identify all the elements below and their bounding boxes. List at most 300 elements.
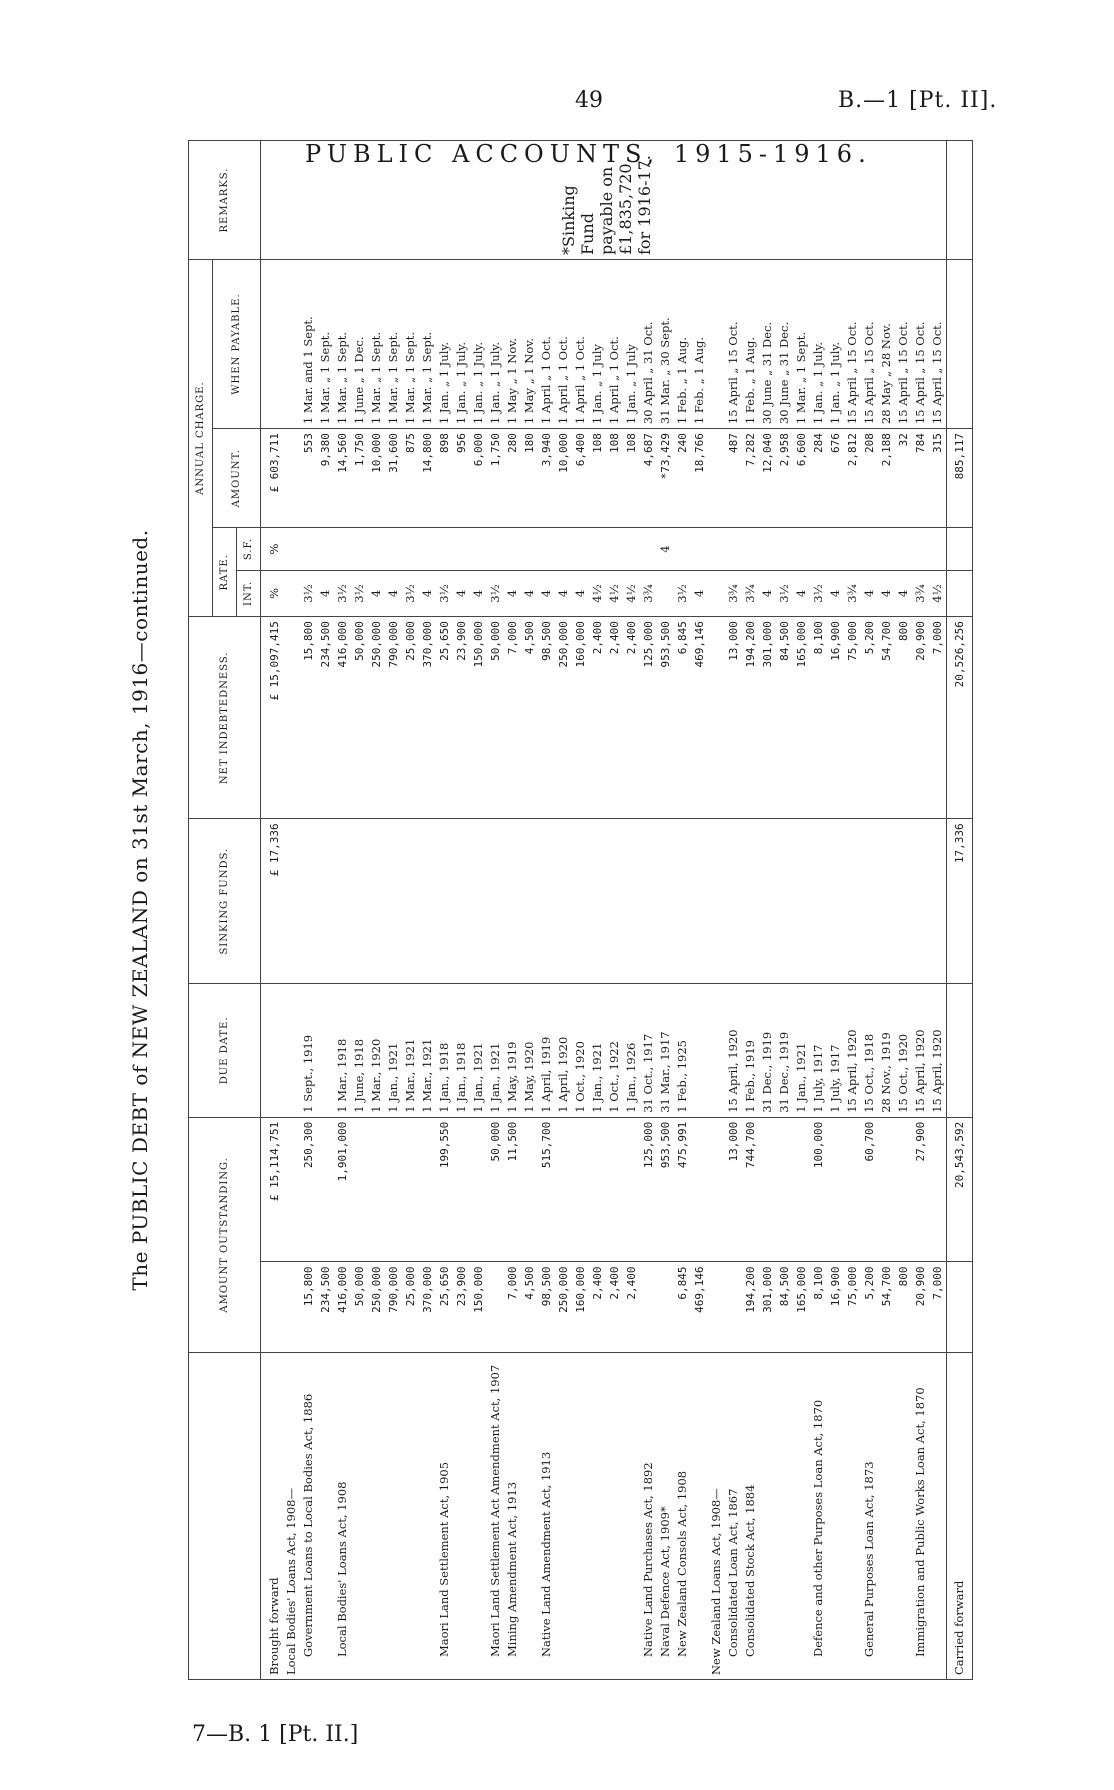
cell-total bbox=[589, 1117, 606, 1262]
cell-sub: 234,500 bbox=[317, 1262, 334, 1353]
table-row bbox=[844, 141, 861, 1680]
cell-int: % bbox=[261, 570, 284, 616]
col-net-indebtedness: NET INDEBTEDNESS. bbox=[189, 617, 261, 819]
table-row bbox=[827, 141, 844, 1680]
cell-sf bbox=[283, 528, 300, 570]
table-row bbox=[589, 141, 606, 1680]
table-row bbox=[657, 141, 674, 1680]
cell-sf bbox=[793, 528, 810, 570]
cell-int: 4 bbox=[861, 570, 878, 616]
cell-sinking bbox=[623, 819, 640, 984]
col-rate-sf: S.F. bbox=[237, 528, 261, 570]
cell-amount: 487 bbox=[725, 429, 742, 528]
cell-desc bbox=[606, 1353, 623, 1680]
cell-when: 15 April „ 15 Oct. bbox=[912, 260, 929, 429]
cell-sub: 800 bbox=[895, 1262, 912, 1353]
cell-int: 3½ bbox=[300, 570, 317, 616]
cell-amount: 12,040 bbox=[759, 429, 776, 528]
cell-when: 1 Feb. „ 1 Aug. bbox=[691, 260, 708, 429]
cell-due bbox=[691, 984, 708, 1118]
table-row bbox=[895, 141, 912, 1680]
cell-sinking bbox=[606, 819, 623, 984]
rotated-table-region bbox=[128, 140, 1048, 1680]
remarks-note: *Sinking Fund payable on £1,835,720 for 1916-17. bbox=[261, 141, 947, 260]
cell-sf bbox=[708, 528, 725, 570]
cell-sf bbox=[402, 528, 419, 570]
cell-int: 3½ bbox=[487, 570, 504, 616]
cell-net: 7,000 bbox=[504, 617, 521, 819]
carried-forward-sf bbox=[947, 528, 973, 570]
table-row bbox=[555, 141, 572, 1680]
cell-amount: 108 bbox=[606, 429, 623, 528]
cell-due bbox=[261, 984, 284, 1118]
cell-sf bbox=[436, 528, 453, 570]
cell-due: 1 Jan., 1921 bbox=[487, 984, 504, 1118]
cell-sf bbox=[912, 528, 929, 570]
cell-desc: New Zealand Loans Act, 1908— bbox=[708, 1353, 725, 1680]
cell-amount: 956 bbox=[453, 429, 470, 528]
cell-desc bbox=[317, 1353, 334, 1680]
cell-sinking bbox=[334, 819, 351, 984]
cell-total bbox=[521, 1117, 538, 1262]
cell-desc bbox=[929, 1353, 947, 1680]
cell-total: 100,000 bbox=[810, 1117, 827, 1262]
cell-desc bbox=[521, 1353, 538, 1680]
cell-sf bbox=[844, 528, 861, 570]
cell-when: 1 May „ 1 Nov. bbox=[521, 260, 538, 429]
table-row bbox=[810, 141, 827, 1680]
cell-sub: 25,650 bbox=[436, 1262, 453, 1353]
cell-net: 25,000 bbox=[402, 617, 419, 819]
cell-amount: 10,000 bbox=[555, 429, 572, 528]
table-row bbox=[368, 141, 385, 1680]
cell-sf bbox=[538, 528, 555, 570]
cell-amount: 32 bbox=[895, 429, 912, 528]
cell-when: 1 Feb. „ 1 Aug. bbox=[674, 260, 691, 429]
cell-sinking bbox=[929, 819, 947, 984]
cell-net: 416,000 bbox=[334, 617, 351, 819]
cell-when: 1 May „ 1 Nov. bbox=[504, 260, 521, 429]
table-row bbox=[708, 141, 725, 1680]
cell-due: 15 April, 1920 bbox=[912, 984, 929, 1118]
cell-due bbox=[283, 984, 300, 1118]
cell-sub: 2,400 bbox=[623, 1262, 640, 1353]
cell-sf bbox=[300, 528, 317, 570]
cell-due: 1 Sept., 1919 bbox=[300, 984, 317, 1118]
cell-total bbox=[776, 1117, 793, 1262]
cell-when: 1 Jan. „ 1 July bbox=[623, 260, 640, 429]
cell-amount: £ 603,711 bbox=[261, 429, 284, 528]
cell-when: 15 April „ 15 Oct. bbox=[895, 260, 912, 429]
cell-sub bbox=[283, 1262, 300, 1353]
cell-due: 1 May, 1919 bbox=[504, 984, 521, 1118]
cell-int: 4 bbox=[317, 570, 334, 616]
cell-int: 4 bbox=[878, 570, 895, 616]
cell-total: 13,000 bbox=[725, 1117, 742, 1262]
cell-sinking bbox=[878, 819, 895, 984]
cell-desc bbox=[351, 1353, 368, 1680]
cell-net: 370,000 bbox=[419, 617, 436, 819]
cell-due: 1 Oct., 1920 bbox=[572, 984, 589, 1118]
cell-amount: 108 bbox=[623, 429, 640, 528]
cell-sub: 250,000 bbox=[368, 1262, 385, 1353]
cell-net: 16,900 bbox=[827, 617, 844, 819]
col-annual-charge: ANNUAL CHARGE. bbox=[189, 260, 213, 617]
cell-when: 31 Mar. „ 30 Sept. bbox=[657, 260, 674, 429]
col-amount: AMOUNT. bbox=[213, 429, 261, 528]
cell-due: 31 Dec., 1919 bbox=[776, 984, 793, 1118]
cell-sinking bbox=[470, 819, 487, 984]
cell-desc bbox=[402, 1353, 419, 1680]
cell-sf bbox=[572, 528, 589, 570]
cell-desc: Consolidated Stock Act, 1884 bbox=[742, 1353, 759, 1680]
table-row bbox=[623, 141, 640, 1680]
cell-total: £ 15,114,751 bbox=[261, 1117, 284, 1262]
cell-due: 1 Jan., 1921 bbox=[793, 984, 810, 1118]
cell-amount: 676 bbox=[827, 429, 844, 528]
cell-total: 953,500 bbox=[657, 1117, 674, 1262]
cell-total bbox=[895, 1117, 912, 1262]
cell-net: 160,000 bbox=[572, 617, 589, 819]
cell-sinking bbox=[861, 819, 878, 984]
cell-when: 15 April „ 15 Oct. bbox=[861, 260, 878, 429]
cell-sub: 84,500 bbox=[776, 1262, 793, 1353]
cell-int bbox=[657, 570, 674, 616]
cell-amount: 280 bbox=[504, 429, 521, 528]
cell-sf bbox=[317, 528, 334, 570]
cell-net: 20,900 bbox=[912, 617, 929, 819]
cell-desc: Defence and other Purposes Loan Act, 1870 bbox=[810, 1353, 827, 1680]
cell-sub: 98,500 bbox=[538, 1262, 555, 1353]
cell-desc: New Zealand Consols Act, 1908 bbox=[674, 1353, 691, 1680]
cell-amount: 1,750 bbox=[351, 429, 368, 528]
page-footer: 7—B. 1 [Pt. II.] bbox=[192, 1722, 359, 1747]
cell-sub: 301,000 bbox=[759, 1262, 776, 1353]
cell-sub: 20,900 bbox=[912, 1262, 929, 1353]
cell-total bbox=[827, 1117, 844, 1262]
cell-sub: 5,200 bbox=[861, 1262, 878, 1353]
cell-sinking bbox=[912, 819, 929, 984]
cell-total bbox=[453, 1117, 470, 1262]
cell-sinking bbox=[691, 819, 708, 984]
col-description bbox=[189, 1353, 261, 1680]
cell-when: 1 Mar. „ 1 Sept. bbox=[793, 260, 810, 429]
cell-amount: 4,687 bbox=[640, 429, 657, 528]
cell-sub: 2,400 bbox=[589, 1262, 606, 1353]
cell-total bbox=[419, 1117, 436, 1262]
cell-total bbox=[759, 1117, 776, 1262]
cell-sinking bbox=[300, 819, 317, 984]
cell-desc: Native Land Amendment Act, 1913 bbox=[538, 1353, 555, 1680]
cell-due: 1 Jan., 1921 bbox=[470, 984, 487, 1118]
cell-when: 1 April „ 1 Oct. bbox=[555, 260, 572, 429]
table-row bbox=[385, 141, 402, 1680]
cell-total bbox=[368, 1117, 385, 1262]
table-row bbox=[504, 141, 521, 1680]
table-row bbox=[912, 141, 929, 1680]
cell-sinking bbox=[793, 819, 810, 984]
cell-amount: 2,958 bbox=[776, 429, 793, 528]
cell-when: 1 Jan. „ 1 July. bbox=[810, 260, 827, 429]
cell-sub bbox=[640, 1262, 657, 1353]
cell-when: 1 Mar. and 1 Sept. bbox=[300, 260, 317, 429]
cell-desc bbox=[844, 1353, 861, 1680]
page-title: PUBLIC ACCOUNTS, 1915-1916. bbox=[305, 140, 872, 168]
cell-sf bbox=[453, 528, 470, 570]
cell-sub: 7,000 bbox=[504, 1262, 521, 1353]
cell-desc: Local Bodies' Loans Act, 1908— bbox=[283, 1353, 300, 1680]
cell-amount: 2,188 bbox=[878, 429, 895, 528]
cell-sinking bbox=[725, 819, 742, 984]
cell-when: 1 April „ 1 Oct. bbox=[538, 260, 555, 429]
cell-total: 475,991 bbox=[674, 1117, 691, 1262]
cell-net: 75,000 bbox=[844, 617, 861, 819]
cell-due: 1 Oct., 1922 bbox=[606, 984, 623, 1118]
cell-net: 800 bbox=[895, 617, 912, 819]
cell-sf bbox=[555, 528, 572, 570]
cell-sinking bbox=[759, 819, 776, 984]
cell-due: 28 Nov., 1919 bbox=[878, 984, 895, 1118]
cell-sf bbox=[725, 528, 742, 570]
public-debt-table bbox=[188, 140, 973, 1680]
cell-amount: 3,940 bbox=[538, 429, 555, 528]
cell-when: 1 Jan. „ 1 July. bbox=[827, 260, 844, 429]
cell-net: 194,200 bbox=[742, 617, 759, 819]
cell-amount bbox=[708, 429, 725, 528]
cell-int: 3¾ bbox=[725, 570, 742, 616]
cell-sinking bbox=[708, 819, 725, 984]
cell-when: 1 Mar. „ 1 Sept. bbox=[385, 260, 402, 429]
cell-when bbox=[261, 260, 284, 429]
cell-desc: Local Bodies' Loans Act, 1908 bbox=[334, 1353, 351, 1680]
cell-desc: Brought forward bbox=[261, 1353, 284, 1680]
cell-due: 1 Jan., 1918 bbox=[436, 984, 453, 1118]
cell-int bbox=[283, 570, 300, 616]
cell-sub: 15,800 bbox=[300, 1262, 317, 1353]
cell-due: 1 July, 1917 bbox=[810, 984, 827, 1118]
cell-due: 1 June, 1918 bbox=[351, 984, 368, 1118]
cell-net: 15,800 bbox=[300, 617, 317, 819]
cell-due: 1 May, 1920 bbox=[521, 984, 538, 1118]
cell-when: 15 April „ 15 Oct. bbox=[725, 260, 742, 429]
cell-when: 1 April „ 1 Oct. bbox=[572, 260, 589, 429]
cell-amount: 14,800 bbox=[419, 429, 436, 528]
cell-int: 3½ bbox=[334, 570, 351, 616]
cell-due: 15 April, 1920 bbox=[725, 984, 742, 1118]
cell-due: 31 Mar., 1917 bbox=[657, 984, 674, 1118]
cell-sub: 160,000 bbox=[572, 1262, 589, 1353]
table-row bbox=[402, 141, 419, 1680]
col-amount-outstanding: AMOUNT OUTSTANDING. bbox=[189, 1117, 261, 1352]
cell-when: 1 Mar. „ 1 Sept. bbox=[419, 260, 436, 429]
cell-when: 1 Jan. „ 1 July. bbox=[470, 260, 487, 429]
table-row bbox=[640, 141, 657, 1680]
cell-sub bbox=[487, 1262, 504, 1353]
cell-total bbox=[691, 1117, 708, 1262]
cell-due: 1 Jan., 1921 bbox=[589, 984, 606, 1118]
cell-desc: Maori Land Settlement Act, 1905 bbox=[436, 1353, 453, 1680]
cell-net: 50,000 bbox=[351, 617, 368, 819]
cell-total: 50,000 bbox=[487, 1117, 504, 1262]
cell-sf bbox=[827, 528, 844, 570]
table-row bbox=[776, 141, 793, 1680]
cell-sf bbox=[742, 528, 759, 570]
cell-desc bbox=[572, 1353, 589, 1680]
cell-sinking bbox=[283, 819, 300, 984]
table-row bbox=[929, 141, 947, 1680]
cell-total: 199,550 bbox=[436, 1117, 453, 1262]
cell-when: 30 April „ 31 Oct. bbox=[640, 260, 657, 429]
cell-sinking bbox=[776, 819, 793, 984]
table-row bbox=[606, 141, 623, 1680]
cell-when: 1 Mar. „ 1 Sept. bbox=[317, 260, 334, 429]
cell-sinking bbox=[572, 819, 589, 984]
cell-total bbox=[555, 1117, 572, 1262]
table-row bbox=[521, 141, 538, 1680]
carried-forward-when bbox=[947, 260, 973, 429]
cell-net: 250,000 bbox=[555, 617, 572, 819]
cell-due: 15 Oct., 1918 bbox=[861, 984, 878, 1118]
cell-desc bbox=[589, 1353, 606, 1680]
carried-forward-amount: 885,117 bbox=[947, 429, 973, 528]
cell-int: 3½ bbox=[674, 570, 691, 616]
table-row bbox=[334, 141, 351, 1680]
cell-sub: 4,500 bbox=[521, 1262, 538, 1353]
cell-net: 23,900 bbox=[453, 617, 470, 819]
cell-sub: 8,100 bbox=[810, 1262, 827, 1353]
cell-total bbox=[708, 1117, 725, 1262]
cell-net: 469,146 bbox=[691, 617, 708, 819]
cell-net: 2,400 bbox=[623, 617, 640, 819]
cell-sub: 416,000 bbox=[334, 1262, 351, 1353]
cell-amount: 180 bbox=[521, 429, 538, 528]
page-number: 49 bbox=[575, 88, 603, 113]
cell-int: 4 bbox=[759, 570, 776, 616]
cell-int: 4 bbox=[453, 570, 470, 616]
cell-sinking bbox=[589, 819, 606, 984]
cell-total: 250,300 bbox=[300, 1117, 317, 1262]
col-rate: RATE. bbox=[213, 528, 237, 617]
col-due-date: DUE DATE. bbox=[189, 984, 261, 1118]
col-rate-int: INT. bbox=[237, 570, 261, 616]
cell-due: 1 April, 1920 bbox=[555, 984, 572, 1118]
cell-amount: 10,000 bbox=[368, 429, 385, 528]
cell-sinking bbox=[368, 819, 385, 984]
cell-due: 1 Mar., 1920 bbox=[368, 984, 385, 1118]
cell-amount: 1,750 bbox=[487, 429, 504, 528]
cell-sf bbox=[470, 528, 487, 570]
col-sinking-funds: SINKING FUNDS. bbox=[189, 819, 261, 984]
cell-net: 2,400 bbox=[606, 617, 623, 819]
cell-sinking bbox=[538, 819, 555, 984]
cell-sf: % bbox=[261, 528, 284, 570]
cell-sub: 50,000 bbox=[351, 1262, 368, 1353]
cell-amount: 7,282 bbox=[742, 429, 759, 528]
cell-due: 15 April, 1920 bbox=[844, 984, 861, 1118]
cell-sub bbox=[261, 1262, 284, 1353]
cell-amount: 6,000 bbox=[470, 429, 487, 528]
cell-int: 3½ bbox=[776, 570, 793, 616]
cell-amount: 31,600 bbox=[385, 429, 402, 528]
cell-when: 28 May „ 28 Nov. bbox=[878, 260, 895, 429]
cell-when: 30 June „ 31 Dec. bbox=[759, 260, 776, 429]
cell-when bbox=[283, 260, 300, 429]
cell-net: 7,000 bbox=[929, 617, 947, 819]
cell-sub: 23,900 bbox=[453, 1262, 470, 1353]
cell-when: 1 Feb. „ 1 Aug. bbox=[742, 260, 759, 429]
cell-desc bbox=[776, 1353, 793, 1680]
cell-sinking bbox=[419, 819, 436, 984]
cell-desc bbox=[385, 1353, 402, 1680]
cell-amount: 784 bbox=[912, 429, 929, 528]
table-row bbox=[419, 141, 436, 1680]
table-row bbox=[793, 141, 810, 1680]
cell-sf bbox=[810, 528, 827, 570]
cell-int: 3½ bbox=[810, 570, 827, 616]
cell-sf bbox=[691, 528, 708, 570]
cell-net: 790,000 bbox=[385, 617, 402, 819]
cell-when: 1 April „ 1 Oct. bbox=[606, 260, 623, 429]
cell-total: 125,000 bbox=[640, 1117, 657, 1262]
cell-sub bbox=[725, 1262, 742, 1353]
table-row bbox=[878, 141, 895, 1680]
cell-sinking bbox=[453, 819, 470, 984]
cell-int: 3¾ bbox=[844, 570, 861, 616]
cell-amount: 553 bbox=[300, 429, 317, 528]
cell-due: 15 Oct., 1920 bbox=[895, 984, 912, 1118]
cell-sinking bbox=[317, 819, 334, 984]
cell-sinking: £ 17,336 bbox=[261, 819, 284, 984]
cell-int: 3½ bbox=[436, 570, 453, 616]
cell-sf bbox=[606, 528, 623, 570]
cell-net: 953,500 bbox=[657, 617, 674, 819]
cell-due bbox=[708, 984, 725, 1118]
cell-int: 4 bbox=[555, 570, 572, 616]
cell-sf bbox=[419, 528, 436, 570]
cell-sf bbox=[385, 528, 402, 570]
cell-int: 4 bbox=[385, 570, 402, 616]
cell-sinking bbox=[810, 819, 827, 984]
cell-total bbox=[793, 1117, 810, 1262]
cell-desc: Maori Land Settlement Act Amendment Act, 1907 bbox=[487, 1353, 504, 1680]
cell-total bbox=[623, 1117, 640, 1262]
cell-sinking bbox=[487, 819, 504, 984]
carried-forward-net: 20,526,256 bbox=[947, 617, 973, 819]
cell-total bbox=[385, 1117, 402, 1262]
table-row bbox=[317, 141, 334, 1680]
cell-int: 4½ bbox=[623, 570, 640, 616]
cell-total bbox=[572, 1117, 589, 1262]
cell-net: 301,000 bbox=[759, 617, 776, 819]
cell-sf bbox=[623, 528, 640, 570]
cell-sf bbox=[368, 528, 385, 570]
cell-net bbox=[283, 617, 300, 819]
cell-desc: Immigration and Public Works Loan Act, 1870 bbox=[912, 1353, 929, 1680]
cell-total bbox=[929, 1117, 947, 1262]
carried-forward-due bbox=[947, 984, 973, 1118]
cell-amount: *73,429 bbox=[657, 429, 674, 528]
cell-total bbox=[317, 1117, 334, 1262]
cell-sinking bbox=[436, 819, 453, 984]
cell-desc bbox=[470, 1353, 487, 1680]
cell-int: 4 bbox=[538, 570, 555, 616]
cell-when: 1 Mar. „ 1 Sept. bbox=[334, 260, 351, 429]
cell-net: 50,000 bbox=[487, 617, 504, 819]
table-row bbox=[691, 141, 708, 1680]
table-row bbox=[453, 141, 470, 1680]
cell-sf bbox=[878, 528, 895, 570]
cell-int: 4 bbox=[368, 570, 385, 616]
